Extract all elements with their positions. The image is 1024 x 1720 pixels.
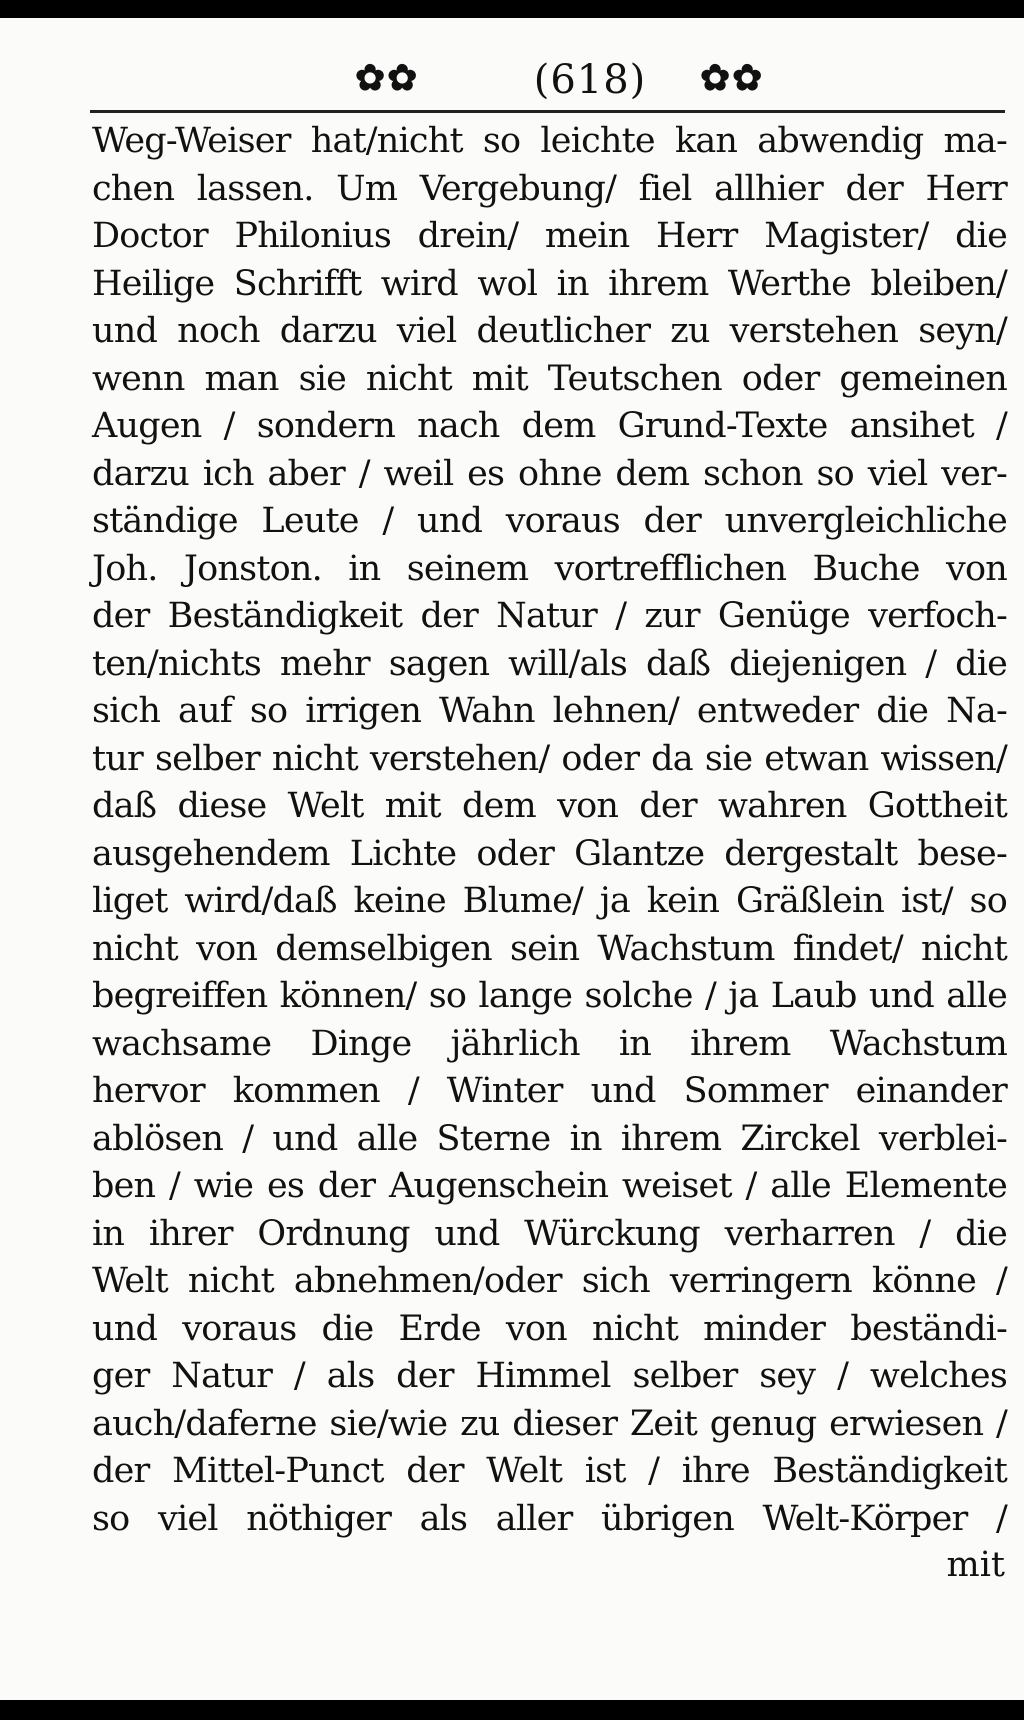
page-header	[90, 46, 1005, 126]
catchword: mit	[946, 1545, 1005, 1585]
header-ornament-left: ✿✿	[355, 57, 420, 99]
text-line: ben / wie es der Augenschein weiset / alle Elemente	[92, 1166, 1007, 1206]
scan-border-top	[0, 0, 1024, 18]
text-line: ten/nichts mehr sagen will/als daß diejenigen / die	[92, 643, 1007, 684]
text-line: ger Natur / als der Himmel selber sey / welches	[92, 1356, 1007, 1396]
text-line: so viel nöthiger als aller übrigen Welt-Körper /	[92, 1498, 1007, 1539]
text-line: wachsame Dinge jährlich in ihrem Wachstum	[92, 1023, 1007, 1064]
text-line: chen lassen. Um Vergebung/ fiel allhier der Herr	[92, 168, 1007, 209]
book-page	[0, 18, 1024, 1700]
text-line: darzu ich aber / weil es ohne dem schon so viel ver-	[92, 453, 1007, 494]
text-line: ablösen / und alle Sterne in ihrem Zirckel verblei-	[92, 1118, 1007, 1159]
header-ornament-right: ✿✿	[700, 57, 765, 99]
text-line: Heilige Schrifft wird wol in ihrem Werthe bleiben/	[92, 263, 1007, 304]
text-line: nicht von demselbigen sein Wachstum findet/ nicht	[92, 928, 1007, 969]
text-line: Weg-Weiser hat/nicht so leichte kan abwendig ma-	[92, 121, 1007, 161]
text-line: Doctor Philonius drein/ mein Herr Magister/ die	[92, 216, 1007, 256]
body-text	[92, 118, 1007, 1543]
scan-border-bottom	[0, 1700, 1024, 1720]
text-line: tur selber nicht verstehen/ oder da sie etwan wissen/	[92, 738, 1007, 779]
text-line: der Beständigkeit der Natur / zur Genüge verfoch-	[92, 596, 1007, 636]
page-number: (618)	[533, 57, 647, 103]
text-line: und voraus die Erde von nicht minder beständi-	[92, 1308, 1007, 1349]
text-line: ständige Leute / und voraus der unvergleichliche	[92, 501, 1007, 541]
text-line: Welt nicht abnehmen/oder sich verringern könne /	[92, 1261, 1007, 1301]
text-line: der Mittel-Punct der Welt ist / ihre Beständigkeit	[92, 1451, 1007, 1491]
header-rule	[90, 110, 1005, 113]
text-line: Joh. Jonston. in seinem vortrefflichen Buche von	[92, 548, 1007, 589]
text-line: sich auf so irrigen Wahn lehnen/ entweder die Na-	[92, 691, 1007, 731]
text-line: auch/daferne sie/wie zu dieser Zeit genug erwiesen /	[92, 1403, 1007, 1444]
text-line: liget wird/daß keine Blume/ ja kein Gräßlein ist/ so	[92, 881, 1007, 921]
text-line: und noch darzu viel deutlicher zu verstehen seyn/	[92, 311, 1007, 351]
text-line: in ihrer Ordnung und Würckung verharren / die	[92, 1213, 1007, 1254]
text-line: daß diese Welt mit dem von der wahren Gottheit	[92, 786, 1007, 826]
text-line: Augen / sondern nach dem Grund-Texte ansihet /	[92, 406, 1007, 446]
text-line: wenn man sie nicht mit Teutschen oder gemeinen	[92, 358, 1007, 399]
text-line: begreiffen können/ so lange solche / ja Laub und alle	[92, 976, 1007, 1016]
text-line: ausgehendem Lichte oder Glantze dergestalt bese-	[92, 833, 1007, 874]
text-line: hervor kommen / Winter und Sommer einander	[92, 1071, 1007, 1111]
